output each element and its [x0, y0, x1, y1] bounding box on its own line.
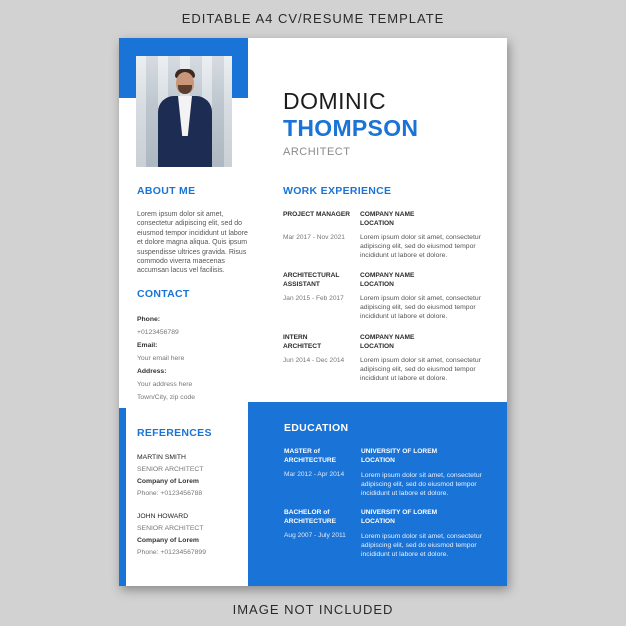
job-date: Mar 2017 - Nov 2021	[283, 234, 345, 241]
university-name: UNIVERSITY OF LOREM LOCATION	[361, 448, 438, 464]
job-company: COMPANY NAME LOCATION	[360, 272, 415, 288]
email-value: Your email here	[137, 355, 185, 362]
job-description: Lorem ipsum dolor sit amet, consectetur adipiscing elit, sed do eiusmod tempor incididunt ut labore et dolore.	[360, 234, 481, 260]
about-heading: ABOUT ME	[137, 185, 196, 197]
reference-role: SENIOR ARCHITECT	[137, 466, 204, 473]
address-line2: Town/City, zip code	[137, 394, 196, 401]
reference-company: Company of Lorem	[137, 478, 199, 485]
disclaimer-caption: IMAGE NOT INCLUDED	[232, 602, 394, 617]
job-company: COMPANY NAME LOCATION	[360, 211, 415, 227]
profile-photo	[136, 56, 232, 167]
degree-title: MASTER of ARCHITECTURE	[284, 448, 337, 464]
degree-date: Aug 2007 - July 2011	[284, 532, 346, 539]
job-role: ARCHITECT	[283, 146, 351, 158]
address-line1: Your address here	[137, 381, 193, 388]
education-heading: EDUCATION	[284, 422, 349, 434]
reference-phone: Phone: +01234567899	[137, 549, 206, 556]
address-label: Address:	[137, 368, 167, 375]
resume-page	[119, 38, 507, 586]
degree-description: Lorem ipsum dolor sit amet, consectetur adipiscing elit, sed do eiusmod tempor incididunt ut labore et dolore.	[361, 472, 482, 498]
job-description: Lorem ipsum dolor sit amet, consectetur adipiscing elit, sed do eiusmod tempor incididunt ut labore et dolore.	[360, 357, 481, 383]
work-heading: WORK EXPERIENCE	[283, 185, 392, 197]
contact-heading: CONTACT	[137, 288, 190, 300]
degree-title: BACHELOR of ARCHITECTURE	[284, 509, 337, 525]
reference-company: Company of Lorem	[137, 537, 199, 544]
about-text: Lorem ipsum dolor sit amet, consectetur adipiscing elit, sed do eiusmod tempor incididunt ut labore et dolore magna aliqua. Quis ipsum suspendisse ultrices gravida. Risus commodo viverra maecenas accumsan lacus vel facilisis.	[137, 211, 248, 275]
university-name: UNIVERSITY OF LOREM LOCATION	[361, 509, 438, 525]
left-edge-accent	[119, 408, 126, 586]
email-label: Email:	[137, 342, 158, 349]
job-title: INTERN ARCHITECT	[283, 334, 322, 350]
references-heading: REFERENCES	[137, 427, 212, 439]
last-name: THOMPSON	[283, 115, 419, 141]
reference-role: SENIOR ARCHITECT	[137, 525, 204, 532]
template-caption: EDITABLE A4 CV/RESUME TEMPLATE	[181, 11, 445, 26]
phone-value: +0123456789	[137, 329, 179, 336]
degree-description: Lorem ipsum dolor sit amet, consectetur adipiscing elit, sed do eiusmod tempor incididunt ut labore et dolore.	[361, 533, 482, 559]
phone-label: Phone:	[137, 316, 161, 323]
degree-date: Mar 2012 - Apr 2014	[284, 471, 345, 478]
reference-phone: Phone: +0123456788	[137, 490, 203, 497]
reference-name: MARTIN SMITH	[137, 454, 186, 461]
job-date: Jan 2015 - Feb 2017	[283, 295, 344, 302]
job-title: ARCHITECTURAL ASSISTANT	[283, 272, 340, 288]
job-title: PROJECT MANAGER	[283, 211, 351, 218]
first-name: DOMINIC	[283, 88, 387, 114]
reference-name: JOHN HOWARD	[137, 513, 189, 520]
job-date: Jun 2014 - Dec 2014	[283, 357, 345, 364]
job-company: COMPANY NAME LOCATION	[360, 334, 415, 350]
job-description: Lorem ipsum dolor sit amet, consectetur adipiscing elit, sed do eiusmod tempor incididunt ut labore et dolore.	[360, 295, 481, 321]
